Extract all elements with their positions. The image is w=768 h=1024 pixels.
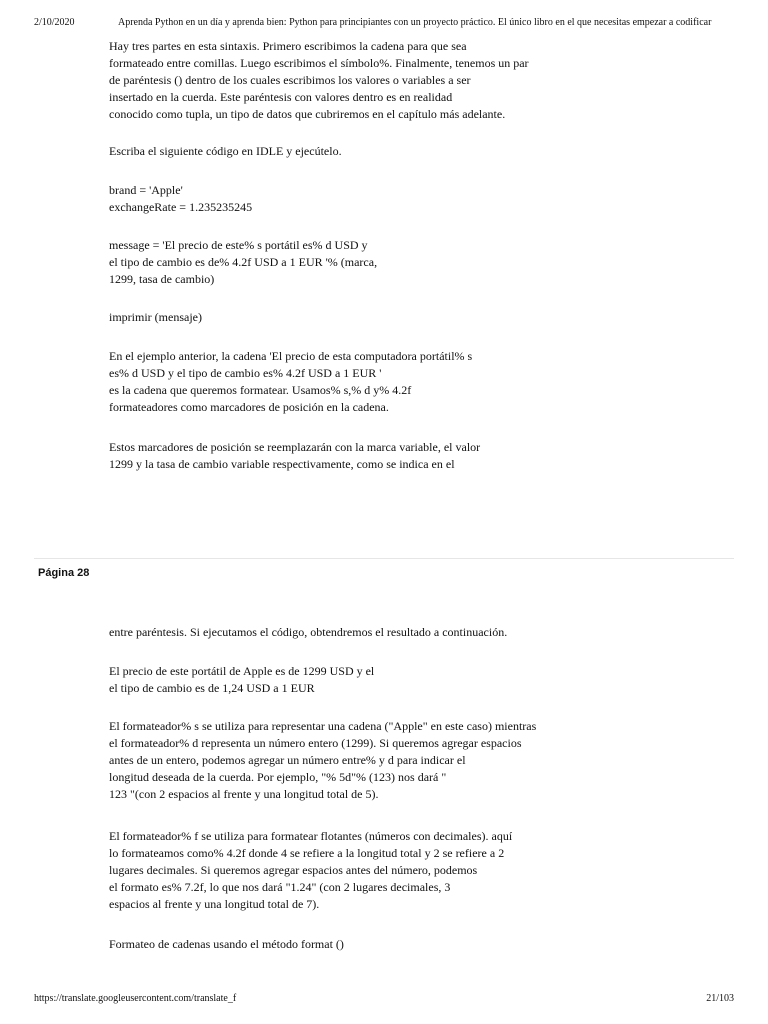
text-line: es la cadena que queremos formatear. Usamos% s,% d y% 4.2f [109,383,412,397]
paragraph-syntax-parts [109,38,529,123]
text-line: longitud deseada de la cuerda. Por ejemplo, "% 5d"% (123) nos dará " [109,770,447,784]
text-line: El formateador% f se utiliza para formatear flotantes (números con decimales). aquí [109,829,513,843]
paragraph-f-formatter [109,828,512,913]
output-block-result [109,663,374,697]
text-line: conocido como tupla, un tipo de datos que cubriremos en el capítulo más adelante. [109,107,506,121]
page-label: Página 28 [38,567,90,579]
text-line: el formato es% 7.2f, lo que nos dará "1.24" (con 2 lugares decimales, 3 [109,880,451,894]
text-line: 123 "(con 2 espacios al frente y una longitud total de 5). [109,787,379,801]
text-line: espacios al frente y una longitud total de 7). [109,897,320,911]
code-line: brand = 'Apple' [109,183,183,197]
text-line: Hay tres partes en esta sintaxis. Primero escribimos la cadena para que sea [109,39,467,53]
text-line: lo formateamos como% 4.2f donde 4 se refiere a la longitud total y 2 se refiere a 2 [109,846,505,860]
text-line: En el ejemplo anterior, la cadena 'El precio de esta computadora portátil% s [109,349,473,363]
output-line: El precio de este portátil de Apple es de 1299 USD y el [109,664,375,678]
text-line: antes de un entero, podemos agregar un número entre% y d para indicar el [109,753,466,767]
print-footer-page-number: 21/103 [706,993,734,1004]
code-line: imprimir (mensaje) [109,310,202,324]
code-block-variables [109,182,252,216]
text-line: entre paréntesis. Si ejecutamos el código, obtendremos el resultado a continuación. [109,625,508,639]
text-line: es% d USD y el tipo de cambio es% 4.2f USD a 1 EUR ' [109,366,382,380]
code-line: el tipo de cambio es de% 4.2f USD a 1 EUR '% (marca, [109,255,378,269]
text-line: insertado en la cuerda. Este paréntesis con valores dentro es en realidad [109,90,453,104]
text-line: Escriba el siguiente código en IDLE y ejecútelo. [109,144,342,158]
print-header-date: 2/10/2020 [34,17,75,28]
code-line: message = 'El precio de este% s portátil es% d USD y [109,238,368,252]
text-line: formateadores como marcadores de posición en la cadena. [109,400,389,414]
output-line: el tipo de cambio es de 1,24 USD a 1 EUR [109,681,315,695]
code-block-print [109,309,202,326]
code-block-message [109,237,377,288]
text-line: Estos marcadores de posición se reemplazarán con la marca variable, el valor [109,440,481,454]
text-line: el formateador% d representa un número entero (1299). Si queremos agregar espacios [109,736,522,750]
page-divider [34,558,734,559]
text-line: de paréntesis () dentro de los cuales escribimos los valores o variables a ser [109,73,471,87]
text-line: formateado entre comillas. Luego escribimos el símbolo%. Finalmente, tenemos un par [109,56,529,70]
print-header-title: Aprenda Python en un día y aprenda bien: Python para principiantes con un proyecto práctico. El único libro en el que necesitas empezar a codificar [118,17,712,28]
text-line: 1299 y la tasa de cambio variable respectivamente, como se indica en el [109,457,455,471]
paragraph-continuation [109,624,507,641]
code-line: exchangeRate = 1.235235245 [109,200,253,214]
text-line: Formateo de cadenas usando el método format () [109,937,344,951]
print-footer-url: https://translate.googleusercontent.com/translate_f [34,993,237,1004]
code-line: 1299, tasa de cambio) [109,272,215,286]
text-line: El formateador% s se utiliza para representar una cadena ("Apple" en este caso) mientras [109,719,537,733]
paragraph-idle-instruction [109,143,342,160]
paragraph-example-explanation [109,348,472,416]
text-line: lugares decimales. Si queremos agregar espacios antes del número, podemos [109,863,478,877]
section-heading-format-method [109,936,344,953]
paragraph-s-formatter [109,718,536,803]
paragraph-placeholders [109,439,480,473]
